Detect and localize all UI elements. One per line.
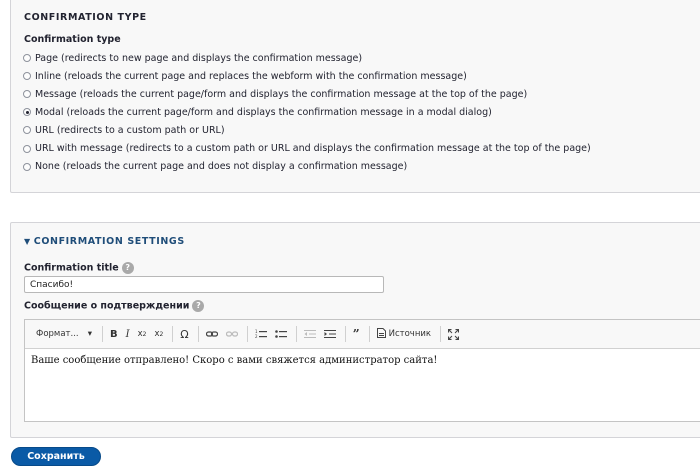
toolbar-separator xyxy=(440,326,441,342)
svg-text:2: 2 xyxy=(254,334,258,339)
confirmation-type-option[interactable] xyxy=(23,85,591,103)
toolbar-separator xyxy=(172,326,173,342)
radio-label: Inline (reloads the current page and replaces the webform with the confirmation message) xyxy=(35,70,467,82)
blockquote-icon[interactable]: ” xyxy=(352,327,360,341)
radio-button[interactable] xyxy=(23,163,31,171)
radio-label: URL (redirects to a custom path or URL) xyxy=(35,124,225,136)
radio-label: None (reloads the current page and does not display a confirmation message) xyxy=(35,161,408,173)
save-button[interactable]: Сохранить xyxy=(11,447,101,466)
radio-label: Message (reloads the current page/form and displays the confirmation message at the top of the page) xyxy=(35,88,528,100)
confirmation-type-fieldset xyxy=(10,0,700,193)
toolbar-separator xyxy=(345,326,346,342)
confirmation-type-legend: CONFIRMATION TYPE xyxy=(24,12,147,23)
radio-label: URL with message (redirects to a custom path or URL and displays the confirmation message at the top of the page) xyxy=(35,143,591,155)
radio-label: Page (redirects to new page and displays the confirmation message) xyxy=(35,52,363,64)
special-character-icon[interactable]: Ω xyxy=(180,327,189,341)
dropdown-arrow-icon: ▾ xyxy=(87,329,92,339)
radio-button[interactable] xyxy=(23,54,31,62)
confirmation-message-label-text: Сообщение о подтверждении xyxy=(24,300,190,312)
toolbar-separator xyxy=(369,326,370,342)
svg-text:1: 1 xyxy=(254,329,258,334)
confirmation-type-option[interactable] xyxy=(23,158,591,176)
unlink-icon[interactable] xyxy=(223,325,241,343)
bulleted-list-icon[interactable] xyxy=(272,325,290,343)
italic-icon[interactable]: I xyxy=(125,328,130,340)
toolbar-separator xyxy=(247,326,248,342)
editor-content-area[interactable]: Ваше сообщение отправлено! Скоро с вами свяжется администратор сайта! xyxy=(31,355,438,366)
editor-toolbar xyxy=(25,320,700,349)
confirmation-type-option[interactable] xyxy=(23,103,591,121)
confirmation-settings-toggle[interactable] xyxy=(24,236,185,247)
maximize-icon[interactable] xyxy=(445,325,462,343)
format-dropdown[interactable] xyxy=(33,325,96,343)
toolbar-separator xyxy=(296,326,297,342)
confirmation-type-option[interactable] xyxy=(23,49,591,67)
confirmation-title-label-text: Confirmation title xyxy=(24,262,119,274)
confirmation-title-label xyxy=(24,262,134,274)
format-dropdown-label: Формат... xyxy=(36,329,79,339)
numbered-list-icon[interactable] xyxy=(252,325,270,343)
bold-icon[interactable]: B xyxy=(110,328,118,340)
confirmation-settings-legend: CONFIRMATION SETTINGS xyxy=(33,236,185,247)
confirmation-message-label xyxy=(24,300,204,312)
radio-button[interactable] xyxy=(23,108,31,116)
radio-button[interactable] xyxy=(23,145,31,153)
confirmation-type-option[interactable] xyxy=(23,67,591,85)
confirmation-type-option[interactable] xyxy=(23,139,591,157)
help-icon[interactable]: ? xyxy=(192,300,204,312)
source-label: Источник xyxy=(388,329,432,339)
indent-icon[interactable] xyxy=(321,325,339,343)
radio-button[interactable] xyxy=(23,90,31,98)
outdent-icon[interactable] xyxy=(301,325,319,343)
subscript-icon[interactable]: x 2 xyxy=(137,329,147,339)
confirmation-type-label: Confirmation type xyxy=(24,34,121,45)
rich-text-editor xyxy=(24,319,700,422)
confirmation-type-option[interactable] xyxy=(23,121,591,139)
superscript-icon[interactable]: x 2 xyxy=(154,329,164,339)
collapse-triangle-icon: ▼ xyxy=(24,237,31,246)
help-icon[interactable]: ? xyxy=(122,262,134,274)
radio-button[interactable] xyxy=(23,72,31,80)
toolbar-separator xyxy=(102,326,103,342)
link-icon[interactable] xyxy=(203,325,221,343)
radio-button[interactable] xyxy=(23,126,31,134)
confirmation-type-radios xyxy=(23,49,591,176)
radio-label: Modal (reloads the current page/form and displays the confirmation message in a modal dialog) xyxy=(35,106,492,118)
source-button[interactable] xyxy=(374,325,434,343)
confirmation-title-input[interactable] xyxy=(24,276,384,293)
toolbar-separator xyxy=(198,326,199,342)
source-icon xyxy=(377,328,386,341)
